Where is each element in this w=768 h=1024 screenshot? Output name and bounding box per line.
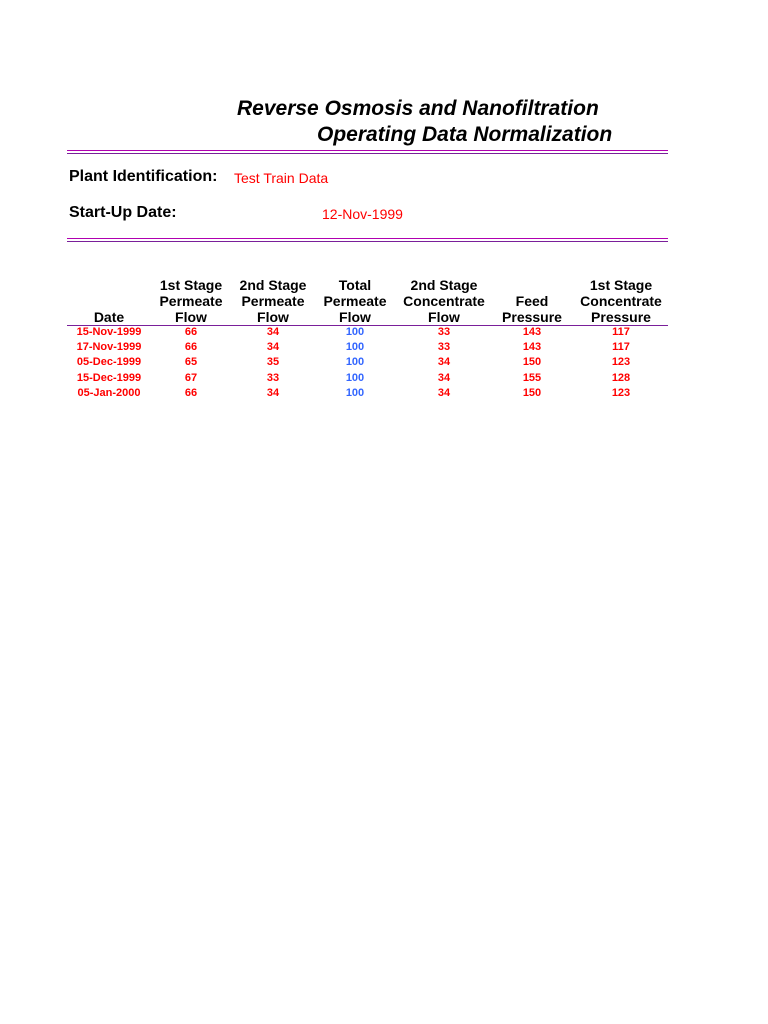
header-1st-stage-concentrate-pressure: 1st Stage Concentrate Pressure [580,277,662,325]
cell-1st-stage-concentrate-pressure: 117 [612,341,630,354]
cell-date: 05-Dec-1999 [76,356,142,369]
cell-feed-pressure: 155 [522,371,542,384]
cell-2nd-stage-permeate-flow: 34 [266,341,280,354]
cell-total-permeate-flow: 100 [345,371,365,384]
cell-feed-pressure: 143 [522,326,542,338]
table-row [0,386,768,401]
cell-2nd-stage-permeate-flow: 34 [266,326,280,338]
info-divider-bottom [67,241,668,242]
table-row [0,340,768,355]
cell-1st-stage-concentrate-pressure: 128 [611,371,631,384]
cell-2nd-stage-concentrate-flow: 34 [437,356,451,369]
cell-date: 15-Nov-1999 [76,326,142,338]
cell-1st-stage-permeate-flow: 66 [184,341,198,354]
cell-total-permeate-flow: 100 [345,341,365,354]
cell-feed-pressure: 143 [522,341,542,354]
cell-2nd-stage-concentrate-flow: 34 [437,386,451,399]
cell-total-permeate-flow: 100 [345,326,365,338]
cell-1st-stage-concentrate-pressure: 123 [611,356,631,369]
table-row [0,355,768,370]
plant-identification-label: Plant Identification: [69,168,218,185]
cell-1st-stage-concentrate-pressure: 123 [611,386,631,399]
cell-2nd-stage-permeate-flow: 33 [266,371,280,384]
cell-date: 05-Jan-2000 [77,386,141,399]
cell-1st-stage-permeate-flow: 65 [184,356,198,369]
startup-date-value: 12-Nov-1999 [322,206,403,222]
cell-date: 15-Dec-1999 [76,371,142,384]
cell-2nd-stage-concentrate-flow: 34 [437,371,451,384]
cell-feed-pressure: 150 [522,356,542,369]
plant-identification-value: Test Train Data [234,170,329,186]
header-total-permeate-flow: Total Permeate Flow [323,277,387,325]
cell-1st-stage-concentrate-pressure: 117 [612,326,630,338]
info-divider-top [67,238,668,239]
report-title-line1: Reverse Osmosis and Nanofiltration [237,97,599,120]
cell-1st-stage-permeate-flow: 67 [184,371,198,384]
header-date: Date [93,309,125,325]
cell-2nd-stage-permeate-flow: 34 [266,386,280,399]
header-2nd-stage-permeate-flow: 2nd Stage Permeate Flow [239,277,307,325]
title-divider-top [67,150,668,151]
table-row [0,371,768,386]
startup-date-label: Start-Up Date: [69,204,177,221]
report-title-line2: Operating Data Normalization [317,123,613,146]
cell-1st-stage-permeate-flow: 66 [184,326,198,338]
cell-2nd-stage-concentrate-flow: 33 [437,341,451,354]
cell-total-permeate-flow: 100 [345,356,365,369]
cell-total-permeate-flow: 100 [345,386,365,399]
table-row [0,325,768,340]
header-2nd-stage-concentrate-flow: 2nd Stage Concentrate Flow [403,277,485,325]
cell-feed-pressure: 150 [522,386,542,399]
cell-2nd-stage-concentrate-flow: 33 [437,326,451,338]
title-divider-bottom [67,153,668,154]
header-1st-stage-permeate-flow: 1st Stage Permeate Flow [159,277,223,325]
cell-2nd-stage-permeate-flow: 35 [266,356,280,369]
cell-1st-stage-permeate-flow: 66 [184,386,198,399]
header-feed-pressure: Feed Pressure [502,293,562,325]
cell-date: 17-Nov-1999 [76,341,142,354]
